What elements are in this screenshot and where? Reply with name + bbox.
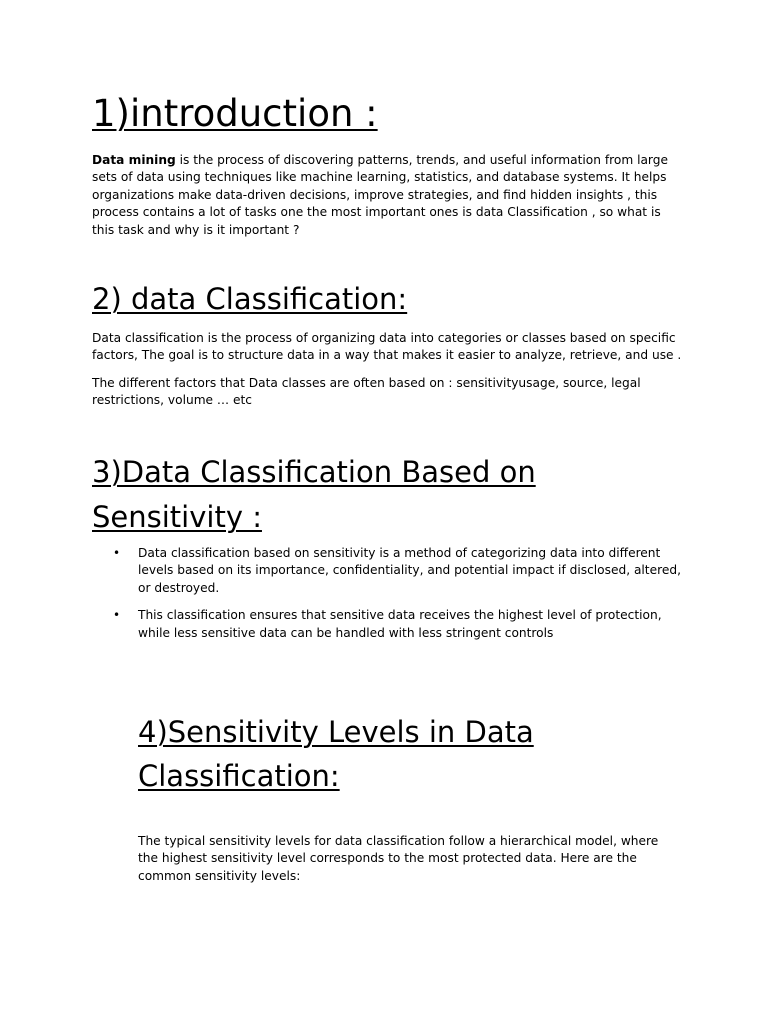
heading-introduction: 1)introduction : bbox=[92, 92, 378, 135]
bullet-icon: • bbox=[113, 546, 121, 560]
paragraph-classification-factors: The different factors that Data classes are often based on : sensitivityusage, source, legal restrictions, volume … etc bbox=[92, 376, 641, 408]
term-data-mining: Data mining bbox=[92, 153, 176, 167]
heading-data-classification: 2) data Classification: bbox=[92, 282, 408, 316]
list-item bbox=[92, 545, 682, 597]
paragraph-sensitivity-levels: The typical sensitivity levels for data classification follow a hierarchical model, where the highest sensitivity level corresponds to the most protected data. Here are the common sensitivity levels: bbox=[138, 834, 659, 883]
paragraph-introduction bbox=[92, 152, 678, 239]
list-item-text: This classification ensures that sensitive data receives the highest level of protection, while less sensitive data can be handled with less stringent controls bbox=[138, 608, 662, 640]
heading-classification-sensitivity bbox=[92, 450, 536, 540]
sensitivity-bullet-list bbox=[92, 545, 682, 652]
paragraph-classification-definition: Data classification is the process of organizing data into categories or classes based on specific factors, The goal is to structure data in a way that makes it easier to analyze, retrieve, and use . bbox=[92, 331, 682, 363]
heading-line-2: Classification: bbox=[138, 759, 340, 793]
heading-line-2: Sensitivity : bbox=[92, 500, 262, 534]
heading-line-1: 4)Sensitivity Levels in Data bbox=[138, 715, 534, 749]
list-item-text: Data classification based on sensitivity is a method of categorizing data into different levels based on its importance, confidentiality, and potential impact if disclosed, altered, or destroyed. bbox=[138, 546, 681, 595]
heading-line-1: 3)Data Classification Based on bbox=[92, 455, 536, 489]
bullet-icon: • bbox=[113, 608, 121, 623]
heading-sensitivity-levels bbox=[138, 710, 534, 798]
introduction-body: is the process of discovering patterns, trends, and useful information from large sets of data using techniques like machine learning, statistics, and database systems. It helps organizations make data-driven decisions, improve strategies, and find hidden insights , this process contains a lot of tasks one the most important ones is data Classification , so what is this task and why is it important ? bbox=[92, 153, 668, 237]
list-item bbox=[92, 607, 682, 642]
